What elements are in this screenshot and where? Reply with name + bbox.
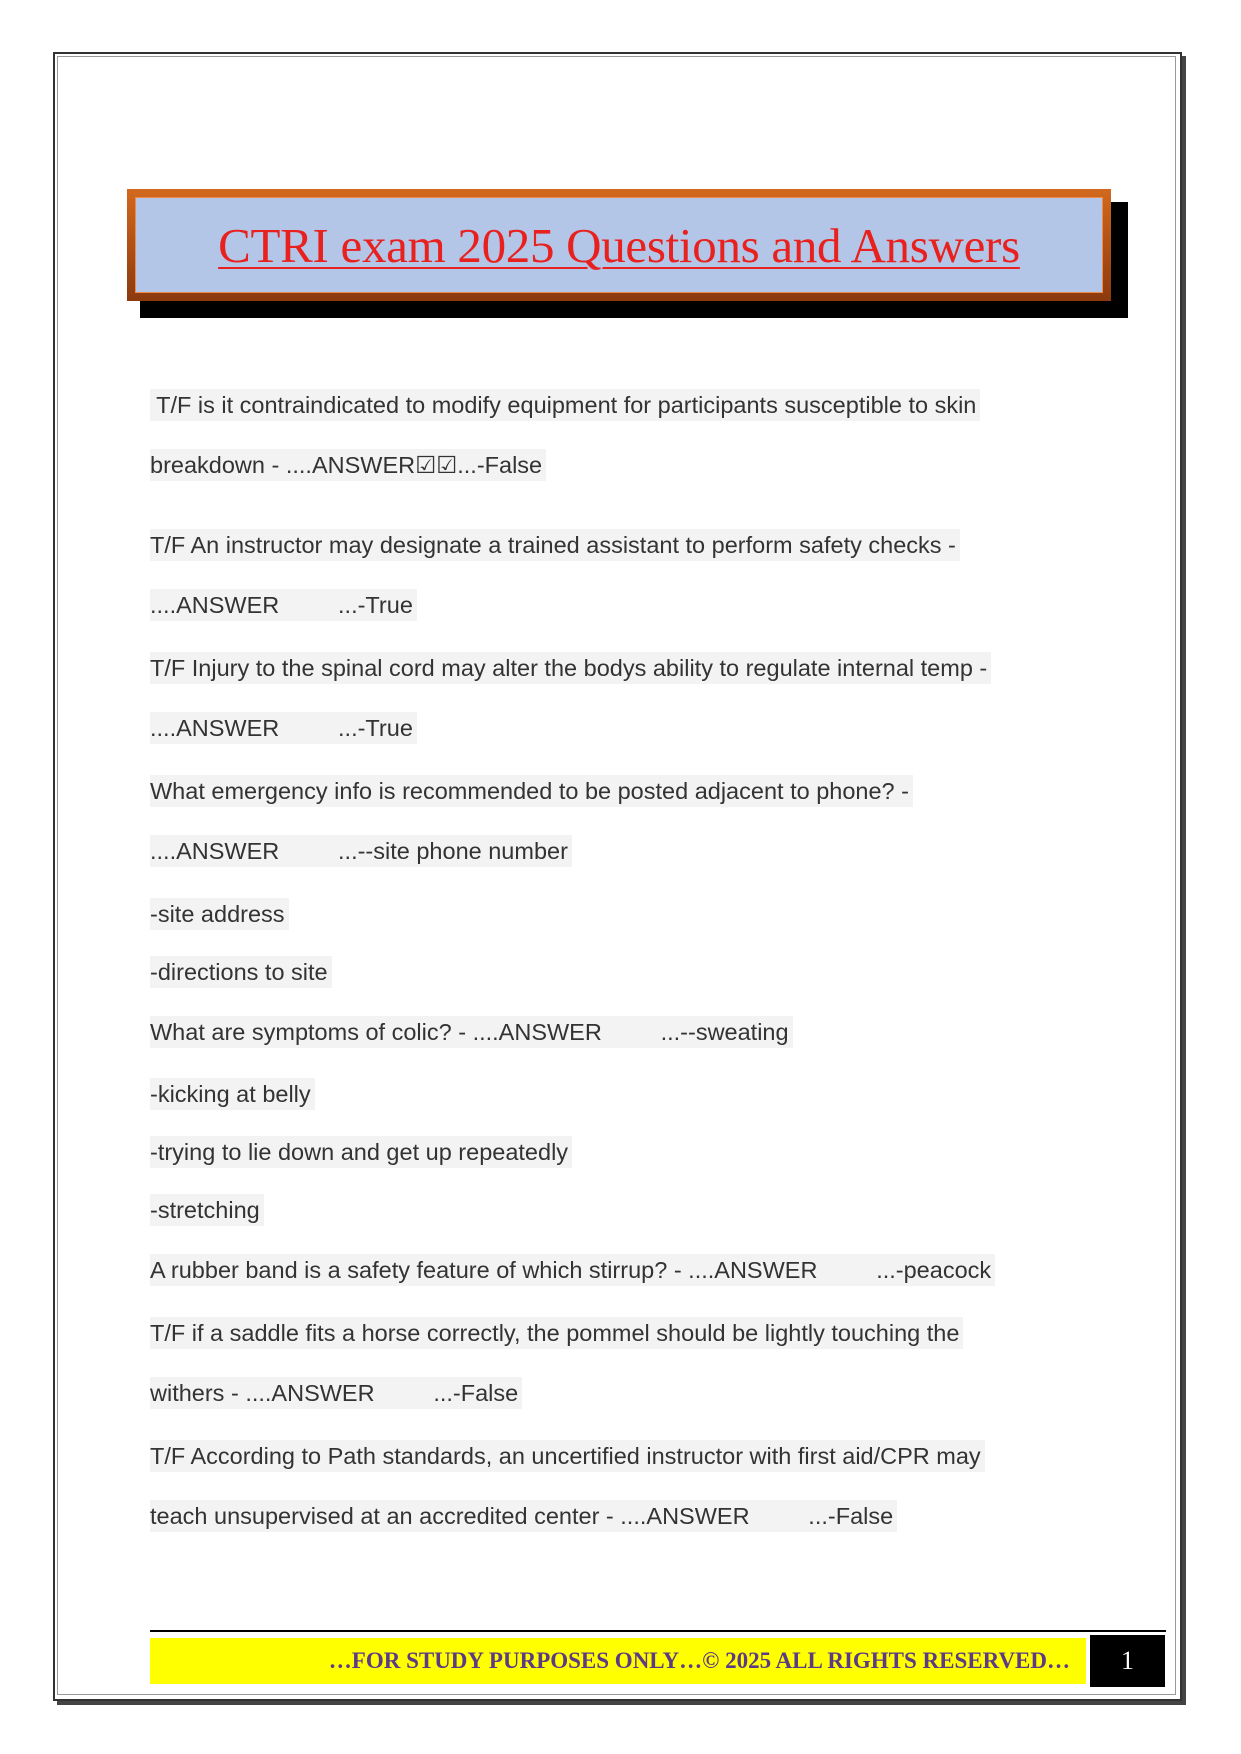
title-banner — [127, 189, 1111, 301]
text-line: -site address — [150, 898, 289, 930]
text-line: -kicking at belly — [150, 1078, 315, 1110]
text-line: T/F According to Path standards, an uncertified instructor with first aid/CPR may — [150, 1440, 985, 1472]
text-line: What are symptoms of colic? - ....ANSWER ...--sweating — [150, 1016, 793, 1048]
text-line: withers - ....ANSWER ...-False — [150, 1377, 522, 1409]
page-title: CTRI exam 2025 Questions and Answers — [218, 217, 1020, 273]
text-line: -trying to lie down and get up repeatedly — [150, 1136, 572, 1168]
text-line: -stretching — [150, 1194, 264, 1226]
text-line: ....ANSWER ...-True — [150, 589, 417, 621]
text-line: teach unsupervised at an accredited center - ....ANSWER ...-False — [150, 1500, 897, 1532]
footer-text: …FOR STUDY PURPOSES ONLY…© 2025 ALL RIGHTS RESERVED… — [328, 1648, 1070, 1673]
text-line: breakdown - ....ANSWER☑☑...-False — [150, 449, 546, 481]
text-line: T/F is it contraindicated to modify equipment for participants susceptible to skin — [150, 389, 980, 421]
text-line: ....ANSWER ...-True — [150, 712, 417, 744]
text-line: T/F An instructor may designate a trained assistant to perform safety checks - — [150, 529, 960, 561]
title-banner-inner — [135, 197, 1103, 293]
text-line: T/F if a saddle fits a horse correctly, the pommel should be lightly touching the — [150, 1317, 963, 1349]
footer-bar — [150, 1638, 1086, 1684]
text-line: -directions to site — [150, 956, 332, 988]
text-line: A rubber band is a safety feature of which stirrup? - ....ANSWER ...-peacock — [150, 1254, 995, 1286]
page-number: 1 — [1090, 1635, 1165, 1687]
footer-rule — [150, 1630, 1166, 1632]
text-line: ....ANSWER ...--site phone number — [150, 835, 572, 867]
text-line: T/F Injury to the spinal cord may alter the bodys ability to regulate internal temp - — [150, 652, 991, 684]
text-line: What emergency info is recommended to be posted adjacent to phone? - — [150, 775, 913, 807]
